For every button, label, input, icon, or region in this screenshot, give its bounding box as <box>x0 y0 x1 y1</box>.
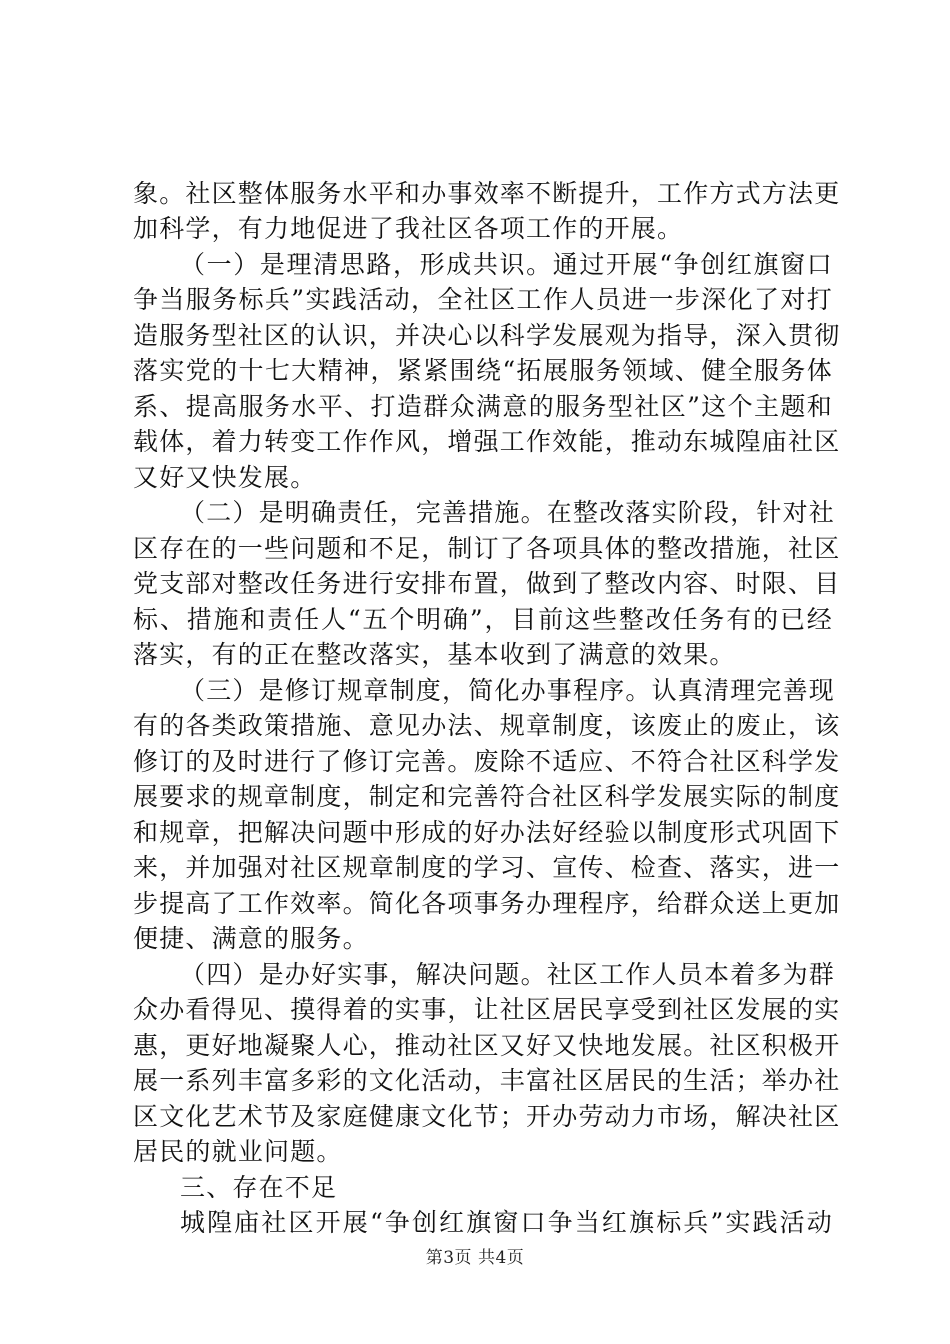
text-line: 修订的及时进行了修订完善。废除不适应、不符合社区科学发 <box>133 747 841 776</box>
page-footer: 第3页 共4页 <box>425 1248 525 1268</box>
text-line: 加科学，有力地促进了我社区各项工作的开展。 <box>133 214 684 243</box>
text-line: 载体，着力转变工作作风，增强工作效能，推动东城隍庙社区 <box>133 427 841 456</box>
text-line: 和规章，把解决问题中形成的好办法好经验以制度形式巩固下 <box>133 818 841 847</box>
text-line: 居民的就业问题。 <box>133 1137 343 1166</box>
text-line: 展一系列丰富多彩的文化活动，丰富社区居民的生活；举办社 <box>133 1066 841 1095</box>
text-line: 区文化艺术节及家庭健康文化节；开办劳动力市场，解决社区 <box>133 1102 841 1131</box>
text-line: 又好又快发展。 <box>133 463 317 492</box>
section-heading: 三、存在不足 <box>180 1173 338 1202</box>
text-line: 有的各类政策措施、意见办法、规章制度，该废止的废止，该 <box>133 711 841 740</box>
text-line: 区存在的一些问题和不足，制订了各项具体的整改措施，社区 <box>133 534 841 563</box>
text-line: 党支部对整改任务进行安排布置，做到了整改内容、时限、目 <box>133 569 841 598</box>
text-line: 落实党的十七大精神，紧紧围绕“拓展服务领域、健全服务体 <box>133 356 833 385</box>
text-line: 便捷、满意的服务。 <box>133 924 369 953</box>
text-line: 来，并加强对社区规章制度的学习、宣传、检查、落实，进一 <box>133 853 841 882</box>
text-line: 标、措施和责任人“五个明确”，目前这些整改任务有的已经 <box>133 605 833 634</box>
text-line: 象。社区整体服务水平和办事效率不断提升，工作方式方法更 <box>133 179 841 208</box>
text-line: 众办看得见、摸得着的实事，让社区居民享受到社区发展的实 <box>133 995 841 1024</box>
text-line: （四）是办好实事，解决问题。社区工作人员本着多为群 <box>180 960 836 989</box>
text-line: 落实，有的正在整改落实，基本收到了满意的效果。 <box>133 640 736 669</box>
text-line: 争当服务标兵”实践活动，全社区工作人员进一步深化了对打 <box>133 285 833 314</box>
text-line: 造服务型社区的认识，并决心以科学发展观为指导，深入贯彻 <box>133 321 841 350</box>
text-line: （一）是理清思路，形成共识。通过开展“争创红旗窗口 <box>180 250 833 279</box>
text-line: （二）是明确责任，完善措施。在整改落实阶段，针对社 <box>180 498 836 527</box>
text-line: （三）是修订规章制度，简化办事程序。认真清理完善现 <box>180 676 836 705</box>
text-line: 步提高了工作效率。简化各项事务办理程序，给群众送上更加 <box>133 889 841 918</box>
text-line: 系、提高服务水平、打造群众满意的服务型社区”这个主题和 <box>133 392 833 421</box>
text-line: 惠，更好地凝聚人心，推动社区又好又快地发展。社区积极开 <box>133 1031 841 1060</box>
text-line: 展要求的规章制度，制定和完善符合社区科学发展实际的制度 <box>133 782 841 811</box>
text-line: 城隍庙社区开展“争创红旗窗口争当红旗标兵”实践活动 <box>180 1208 833 1237</box>
